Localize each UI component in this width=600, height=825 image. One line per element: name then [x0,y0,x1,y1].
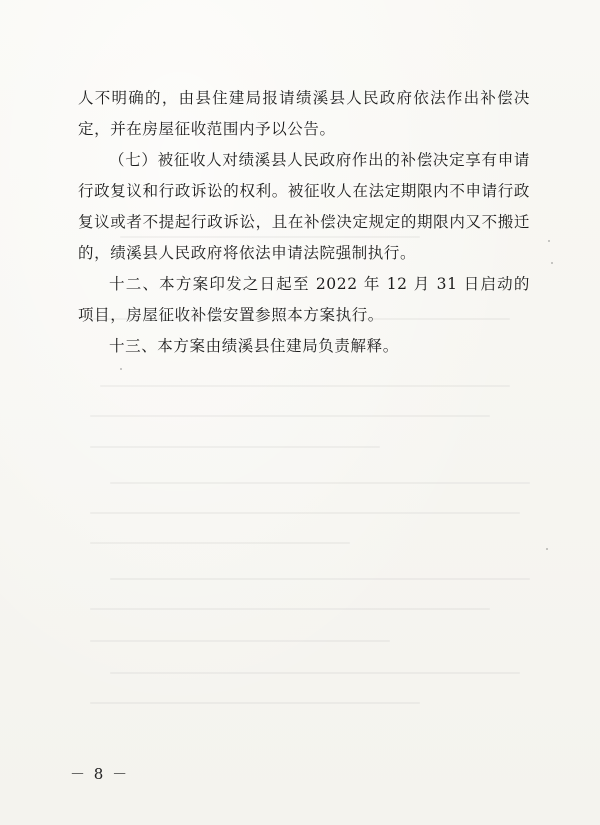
scan-speck [548,240,550,242]
bleed-through-mark [90,446,380,448]
page-number: － 8 － [70,765,130,783]
bleed-through-mark [110,482,530,484]
bleed-through-mark [110,578,530,580]
bleed-through-mark [90,512,520,514]
bleed-through-mark [110,672,520,674]
bleed-through-mark [90,415,490,417]
bleed-through-mark [90,702,420,704]
paragraph-item-seven: （七）被征收人对绩溪县人民政府作出的补偿决定享有申请行政复议和行政诉讼的权利。被征收人在法定期限内不申请行政复议或者不提起行政诉讼，且在补偿决定规定的期限内又不搬迁的，绩溪县人民政府将依法申请法院强制执行。 [78,151,530,262]
scan-speck [120,368,122,370]
scan-speck [546,548,548,550]
bleed-through-mark [90,608,490,610]
scan-speck [551,262,553,264]
paragraph-article-thirteen: 十三、本方案由绩溪县住建局负责解释。 [109,337,399,355]
document-body [78,83,530,362]
bleed-through-mark [90,542,350,544]
paragraph-article-twelve: 十二、本方案印发之日起至 2022 年 12 月 31 日启动的项目，房屋征收补偿安置参照本方案执行。 [78,275,530,324]
bleed-through-mark [90,640,390,642]
bleed-through-mark [100,385,510,387]
paragraph-continuation: 人不明确的，由县住建局报请绩溪县人民政府依法作出补偿决定，并在房屋征收范围内予以公告。 [78,89,530,138]
